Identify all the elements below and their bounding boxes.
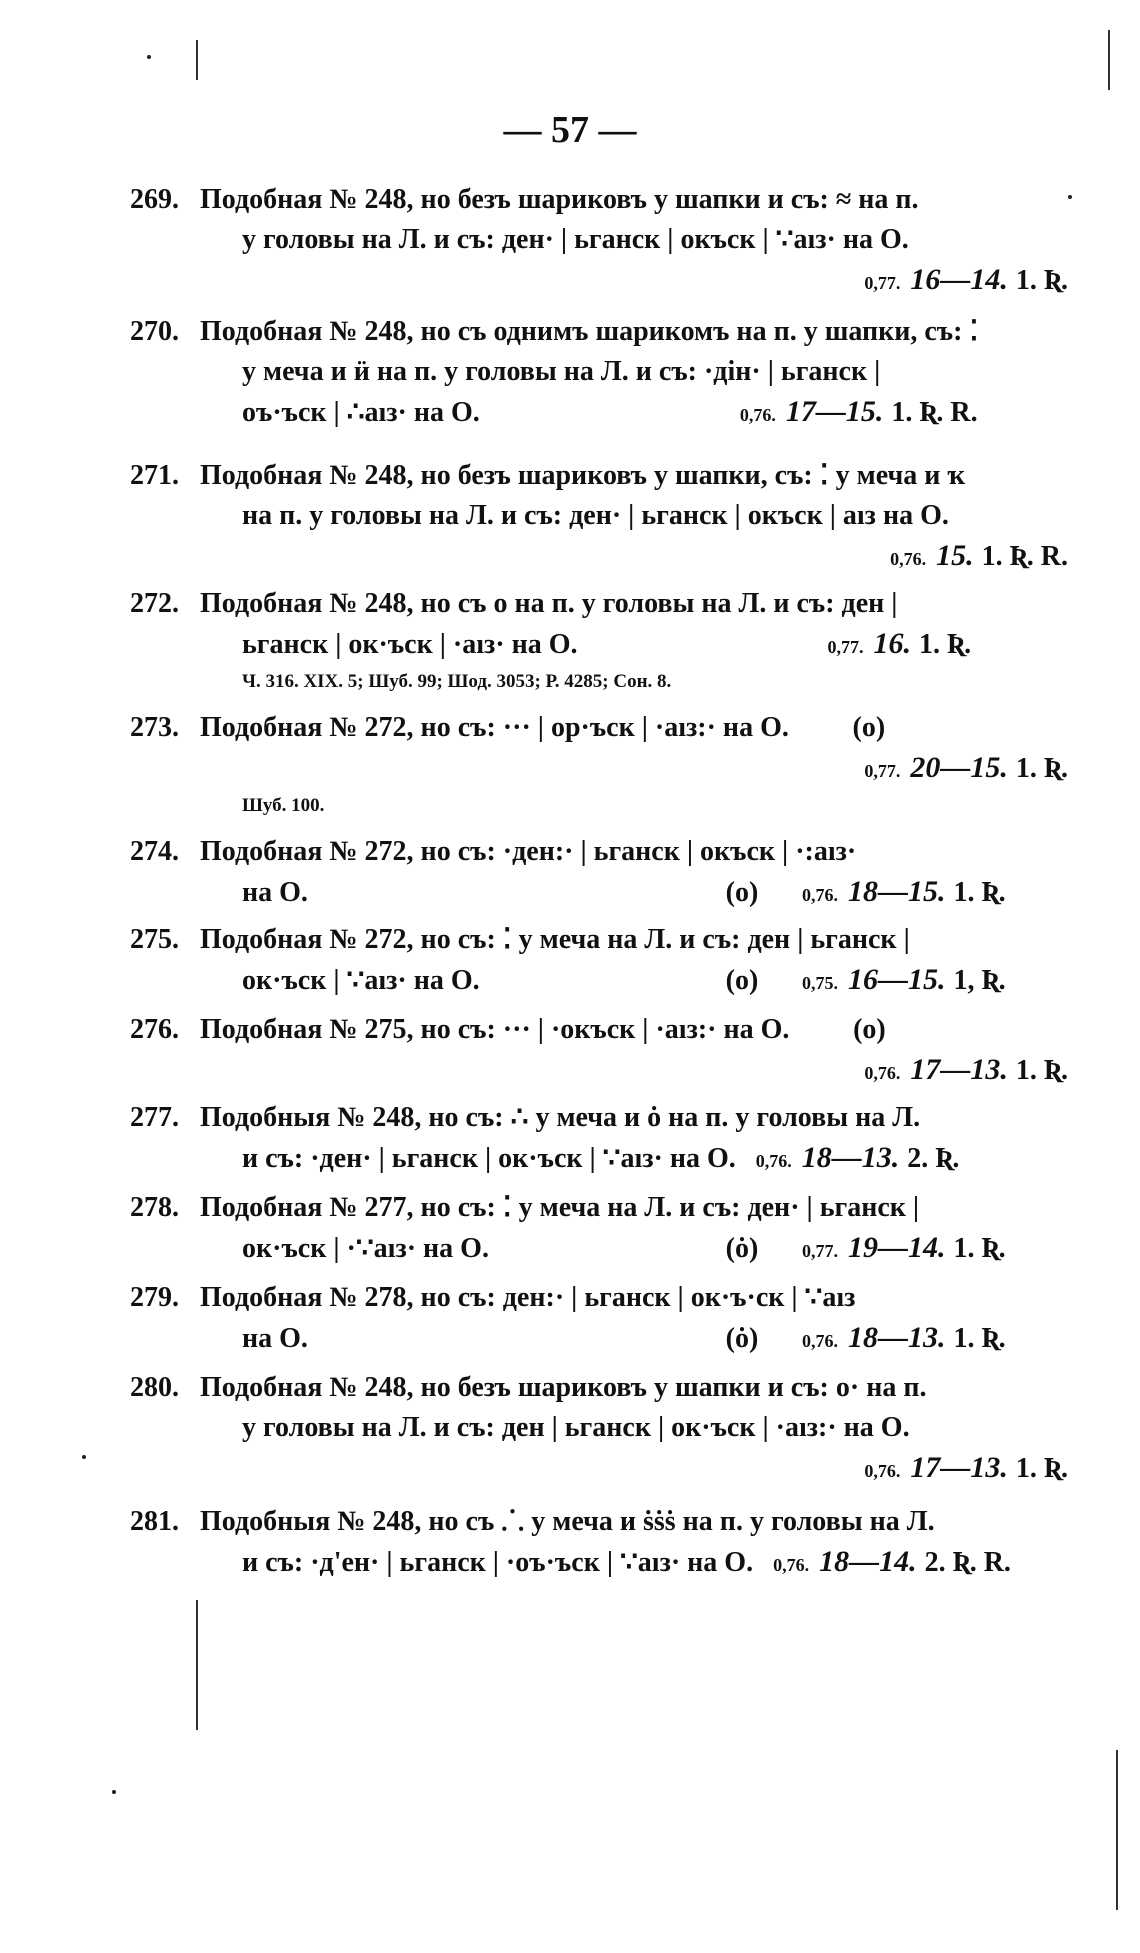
entry-measurements <box>762 965 1006 996</box>
entry-count: 1. Ʀ. <box>1015 1055 1068 1086</box>
entry-text: ок·ъск | ∵аıз· на О. <box>242 965 480 996</box>
entry-dimensions: 16. <box>873 627 912 660</box>
catalog-entry <box>130 584 1090 697</box>
entry-number: 273. <box>130 712 179 743</box>
entry-number: 281. <box>130 1506 179 1537</box>
entry-text: оъ·ъск | ∴аıз· на О. <box>242 397 480 428</box>
entry-dimensions: 18—15. <box>848 875 946 908</box>
entry-weight: 0,77. <box>802 1241 838 1261</box>
entry-ring-mark: (ȯ) <box>725 1233 759 1264</box>
entry-measurements <box>753 1547 1011 1578</box>
entry-dimensions: 18—13. <box>848 1321 946 1354</box>
entry-count: 1. Ʀ. R. <box>891 397 978 428</box>
entry-weight: 0,76. <box>864 1063 901 1083</box>
entry-dimensions: 19—14. <box>848 1231 946 1264</box>
entry-weight: 0,77. <box>864 273 901 293</box>
entry-text: Подобная № 278, но съ: ден:· | ьганск | ок·ъ·ск | ∵аıз <box>200 1282 856 1313</box>
entry-ring-mark: (о) <box>725 877 759 908</box>
entry-number: 269. <box>130 184 179 215</box>
entry-ring-mark: (о) <box>852 712 886 743</box>
entry-text: Подобная № 248, но безъ шариковъ у шапки и съ: о· на п. <box>200 1372 927 1403</box>
entry-ring-mark: (о) <box>725 965 759 996</box>
entry-text: у меча и ӥ на п. у головы на Л. и съ: ·дiн· | ьганск | <box>242 356 881 387</box>
entry-text: Подобныя № 248, но съ ⸫ у меча и ṡṡṡ на п. у головы на Л. <box>200 1506 935 1537</box>
entry-measurements <box>130 536 1090 579</box>
entry-dimensions: 17—15. <box>785 395 884 428</box>
entry-text: и съ: ·ден· | ьганск | ок·ъск | ∵аıз· на О. <box>242 1143 736 1174</box>
entry-text: ок·ъск | ·∵аıз· на О. <box>242 1233 489 1264</box>
catalog-entry <box>130 1368 1090 1491</box>
catalog-entry <box>130 456 1090 579</box>
catalog-entry <box>130 1188 1090 1271</box>
entry-dimensions: 18—14. <box>819 1545 917 1578</box>
entry-text: Подобная № 248, но безъ шариковъ у шапки, съ: ⁚ у меча и ҡ <box>200 460 966 491</box>
scan-speck <box>147 55 151 59</box>
entry-count: 1. Ʀ. <box>953 1233 1006 1264</box>
entry-count: 1. Ʀ. <box>953 877 1006 908</box>
catalog-entry <box>130 1010 1090 1093</box>
entry-measurements <box>762 1323 1006 1354</box>
entry-dimensions: 15. <box>936 539 974 572</box>
entry-dimensions: 17—13. <box>910 1053 1008 1086</box>
entry-text: на О. <box>242 1323 308 1354</box>
entry-measurements <box>578 629 972 660</box>
entry-ring-mark: (о) <box>853 1014 886 1045</box>
entry-text: Подобная № 277, но съ: ⁚ у меча на Л. и съ: ден· | ьганск | <box>200 1192 920 1223</box>
entry-weight: 0,76. <box>890 549 927 569</box>
entry-measurements <box>480 397 978 428</box>
margin-rule <box>1116 1750 1118 1910</box>
entry-measurements <box>130 748 1090 791</box>
scan-speck <box>112 1790 116 1794</box>
entry-count: 2. Ʀ. R. <box>924 1547 1011 1578</box>
margin-rule <box>1108 30 1110 90</box>
entry-measurements <box>762 877 1006 908</box>
margin-rule <box>196 40 198 80</box>
entry-text: у головы на Л. и съ: ден· | ьганск | окъск | ∵аıз· на О. <box>242 224 909 255</box>
entry-dimensions: 16—15. <box>848 963 946 996</box>
entry-number: 275. <box>130 924 179 955</box>
entry-weight: 0,75. <box>802 973 838 993</box>
entry-dimensions: 20—15. <box>910 751 1008 784</box>
catalog-entry <box>130 1278 1090 1361</box>
entry-measurements <box>736 1143 960 1174</box>
entry-count: 1, Ʀ. <box>953 965 1006 996</box>
entry-number: 277. <box>130 1102 179 1133</box>
entry-dimensions: 17—13. <box>910 1451 1008 1484</box>
entry-measurements <box>130 260 1090 303</box>
entry-number: 276. <box>130 1014 179 1045</box>
entry-count: 1. Ʀ. R. <box>981 541 1068 572</box>
entry-number: 280. <box>130 1372 179 1403</box>
entry-measurements <box>130 1050 1090 1093</box>
entry-measurements <box>130 1448 1090 1491</box>
entry-weight: 0,77. <box>864 761 901 781</box>
catalog-entry <box>130 832 1090 915</box>
entry-count: 1. Ʀ. <box>1015 753 1068 784</box>
entry-text: Подобная № 248, но съ однимъ шарикомъ на п. у шапки, съ: ⁚ <box>200 316 979 347</box>
entry-number: 272. <box>130 588 179 619</box>
entry-count: 1. Ʀ. <box>953 1323 1006 1354</box>
scan-speck <box>82 1455 86 1459</box>
entry-text: у головы на Л. и съ: ден | ьганск | ок·ъск | ·аıз:· на О. <box>242 1412 910 1443</box>
entry-dimensions: 16—14. <box>910 263 1008 296</box>
entry-weight: 0,76. <box>802 1331 838 1351</box>
catalog-entry <box>130 1098 1090 1181</box>
entry-number: 270. <box>130 316 179 347</box>
entry-references: Шуб. 100. <box>242 795 325 816</box>
entry-text: на О. <box>242 877 308 908</box>
entry-number: 279. <box>130 1282 179 1313</box>
entry-text: Подобная № 272, но съ: ⁚ у меча на Л. и съ: ден | ьганск | <box>200 924 910 955</box>
entry-number: 274. <box>130 836 179 867</box>
entry-dimensions: 18—13. <box>801 1141 900 1174</box>
catalog-entry <box>130 312 1090 435</box>
entry-weight: 0,76. <box>773 1555 810 1575</box>
entry-count: 1. Ʀ. <box>1015 265 1068 296</box>
entry-count: 1. Ʀ. <box>919 629 972 660</box>
entry-text: Подобная № 248, но безъ шариковъ у шапки и съ: ≈ на п. <box>200 184 919 215</box>
entry-references: Ч. 316. XIX. 5; Шуб. 99; Шод. 3053; Р. 4285; Сон. 8. <box>242 671 672 692</box>
entry-weight: 0,77. <box>827 637 864 657</box>
entry-text: Подобная № 272, но съ: ·ден:· | ьганск | окъск | ·:аıз· <box>200 836 857 867</box>
entry-count: 1. Ʀ. <box>1015 1453 1068 1484</box>
entry-text: Подобныя № 248, но съ: ∴ у меча и ȯ на п. у головы на Л. <box>200 1102 921 1133</box>
entry-number: 278. <box>130 1192 179 1223</box>
margin-rule <box>196 1600 198 1730</box>
page-number: — 57 — <box>503 109 637 151</box>
entry-weight: 0,76. <box>739 405 776 425</box>
entry-text: Подобная № 248, но съ о на п. у головы на Л. и съ: ден | <box>200 588 898 619</box>
entry-measurements <box>762 1233 1006 1264</box>
entry-text: Подобная № 272, но съ: ··· | ор·ъск | ·аıз:· на О. <box>200 712 789 743</box>
entry-count: 2. Ʀ. <box>907 1143 960 1174</box>
catalog-entry <box>130 920 1090 1003</box>
entry-ring-mark: (ȯ) <box>725 1323 759 1354</box>
catalog-entry <box>130 180 1090 303</box>
entry-weight: 0,76. <box>802 885 838 905</box>
entry-text: и съ: ·д'ен· | ьганск | ·оъ·ъск | ∵аıз· на О. <box>242 1547 754 1578</box>
entry-number: 271. <box>130 460 179 491</box>
entry-text: ьганск | ок·ъск | ·аıз· на О. <box>242 629 578 660</box>
entry-text: Подобная № 275, но съ: ··· | ·окъск | ·аıз:· на О. <box>200 1014 790 1045</box>
catalog-entry <box>130 1502 1090 1585</box>
catalog-entry <box>130 708 1090 821</box>
entry-text: на п. у головы на Л. и съ: ден· | ьганск | окъск | аıз на О. <box>242 500 949 531</box>
entry-weight: 0,76. <box>864 1461 901 1481</box>
entry-weight: 0,76. <box>755 1151 792 1171</box>
